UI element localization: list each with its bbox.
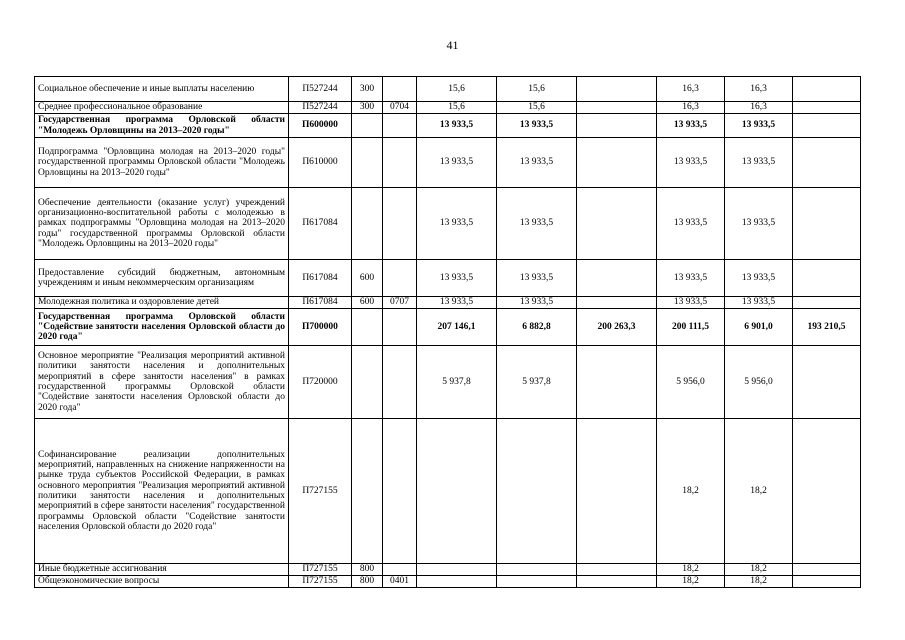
row-name-cell: Обеспечение деятельности (оказание услуг) учреждений организационно-воспитательной работы с молодежью в рамках подпрограммы "Орловщина молодая на 2013–2020 годы" государственной программы Орловской области "Молодежь Орловщины на 2013–2020 годы" [35, 188, 289, 260]
value-cell: 13 933,5 [657, 138, 725, 188]
value-cell [577, 102, 657, 114]
value-cell [577, 138, 657, 188]
value-cell: 16,3 [725, 102, 793, 114]
table-row [35, 138, 861, 188]
value-cell: 13 933,5 [725, 260, 793, 297]
value-cell: 5 956,0 [725, 346, 793, 419]
value-cell: 16,3 [657, 77, 725, 102]
value-cell [793, 188, 861, 260]
row-name-cell: Подпрограмма "Орловщина молодая на 2013–2020 годы" государственной программы Орловской области "Молодежь Орловщины на 2013–2020 годы" [35, 138, 289, 188]
section-cell [383, 138, 417, 188]
value-cell [793, 297, 861, 309]
section-cell [383, 309, 417, 346]
value-cell: 5 937,8 [417, 346, 497, 419]
value-cell [497, 419, 577, 564]
value-cell: 16,3 [725, 77, 793, 102]
row-name-cell: Государственная программа Орловской области "Молодежь Орловщины на 2013–2020 годы" [35, 114, 289, 138]
table-row [35, 102, 861, 114]
value-cell: 13 933,5 [725, 138, 793, 188]
page-number: 41 [446, 38, 459, 52]
target-code-cell: П727155 [289, 419, 352, 564]
value-cell: 13 933,5 [497, 188, 577, 260]
row-name-cell: Предоставление субсидий бюджетным, автономным учреждениям и иным некоммерческим организациям [35, 260, 289, 297]
value-cell [793, 138, 861, 188]
value-cell [793, 419, 861, 564]
target-code-cell: П727155 [289, 576, 352, 588]
section-cell: 0704 [383, 102, 417, 114]
value-cell [793, 346, 861, 419]
value-cell: 13 933,5 [657, 297, 725, 309]
expense-type-cell: 800 [352, 576, 383, 588]
row-name-cell: Социальное обеспечение и иные выплаты населению [35, 77, 289, 102]
section-cell [383, 188, 417, 260]
row-name-cell: Общеэкономические вопросы [35, 576, 289, 588]
table-row [35, 77, 861, 102]
value-cell [577, 576, 657, 588]
target-code-cell: П600000 [289, 114, 352, 138]
value-cell: 15,6 [497, 102, 577, 114]
value-cell: 13 933,5 [725, 188, 793, 260]
value-cell [793, 102, 861, 114]
target-code-cell: П700000 [289, 309, 352, 346]
value-cell: 193 210,5 [793, 309, 861, 346]
value-cell [577, 346, 657, 419]
value-cell: 15,6 [417, 77, 497, 102]
value-cell: 6 901,0 [725, 309, 793, 346]
value-cell [793, 77, 861, 102]
value-cell: 13 933,5 [417, 188, 497, 260]
value-cell: 18,2 [657, 576, 725, 588]
expense-type-cell [352, 346, 383, 419]
value-cell: 18,2 [725, 576, 793, 588]
value-cell: 13 933,5 [417, 260, 497, 297]
expense-type-cell [352, 114, 383, 138]
value-cell: 18,2 [657, 564, 725, 576]
target-code-cell: П727155 [289, 564, 352, 576]
expense-type-cell: 600 [352, 260, 383, 297]
value-cell: 18,2 [725, 564, 793, 576]
section-cell [383, 77, 417, 102]
section-cell: 0401 [383, 576, 417, 588]
value-cell [417, 564, 497, 576]
expense-type-cell [352, 138, 383, 188]
table-row [35, 114, 861, 138]
value-cell: 200 111,5 [657, 309, 725, 346]
target-code-cell: П617084 [289, 297, 352, 309]
value-cell [793, 564, 861, 576]
value-cell: 13 933,5 [657, 188, 725, 260]
target-code-cell: П610000 [289, 138, 352, 188]
expense-type-cell: 300 [352, 77, 383, 102]
value-cell: 13 933,5 [497, 297, 577, 309]
section-cell [383, 114, 417, 138]
value-cell [417, 576, 497, 588]
target-code-cell: П720000 [289, 346, 352, 419]
target-code-cell: П527244 [289, 77, 352, 102]
expense-type-cell [352, 419, 383, 564]
value-cell: 15,6 [497, 77, 577, 102]
table-row [35, 564, 861, 576]
value-cell: 5 956,0 [657, 346, 725, 419]
value-cell [793, 114, 861, 138]
value-cell [577, 297, 657, 309]
section-cell [383, 346, 417, 419]
value-cell: 200 263,3 [577, 309, 657, 346]
row-name-cell: Иные бюджетные ассигнования [35, 564, 289, 576]
row-name-cell: Софинансирование реализации дополнительных мероприятий, направленных на снижение напряженности на рынке труда субъектов Российской Федерации, в рамках основного мероприятия "Реализация мероприятий активной политики занятости населения и дополнительных мероприятий в сфере занятости населения" государственной программы Орловской области "Содействие занятости населения Орловской области до 2020 года" [35, 419, 289, 564]
table-row [35, 309, 861, 346]
section-cell [383, 419, 417, 564]
value-cell: 18,2 [657, 419, 725, 564]
expense-type-cell [352, 188, 383, 260]
value-cell: 13 933,5 [417, 114, 497, 138]
value-cell: 16,3 [657, 102, 725, 114]
value-cell [577, 564, 657, 576]
table-body [35, 77, 861, 588]
value-cell [497, 564, 577, 576]
value-cell [577, 260, 657, 297]
value-cell [417, 419, 497, 564]
value-cell: 13 933,5 [497, 260, 577, 297]
target-code-cell: П617084 [289, 260, 352, 297]
value-cell [577, 114, 657, 138]
table-row [35, 419, 861, 564]
expense-type-cell: 300 [352, 102, 383, 114]
value-cell: 13 933,5 [725, 114, 793, 138]
table-row [35, 260, 861, 297]
value-cell: 207 146,1 [417, 309, 497, 346]
section-cell [383, 260, 417, 297]
value-cell: 13 933,5 [725, 297, 793, 309]
table-row [35, 346, 861, 419]
value-cell [577, 419, 657, 564]
value-cell: 13 933,5 [417, 138, 497, 188]
value-cell [497, 576, 577, 588]
value-cell [793, 576, 861, 588]
value-cell [793, 260, 861, 297]
row-name-cell: Государственная программа Орловской области "Содействие занятости населения Орловской области до 2020 года" [35, 309, 289, 346]
target-code-cell: П527244 [289, 102, 352, 114]
expense-type-cell: 800 [352, 564, 383, 576]
value-cell: 13 933,5 [497, 138, 577, 188]
row-name-cell: Основное мероприятие "Реализация мероприятий активной политики занятости населения и дополнительных мероприятий в сфере занятости населения" в рамках государственной программы Орловской области "Содействие занятости населения Орловской области до 2020 года" [35, 346, 289, 419]
value-cell [577, 77, 657, 102]
value-cell: 15,6 [417, 102, 497, 114]
table-row [35, 297, 861, 309]
section-cell: 0707 [383, 297, 417, 309]
value-cell [577, 188, 657, 260]
budget-table [34, 76, 861, 588]
value-cell: 13 933,5 [417, 297, 497, 309]
value-cell: 13 933,5 [657, 114, 725, 138]
row-name-cell: Среднее профессиональное образование [35, 102, 289, 114]
value-cell: 13 933,5 [497, 114, 577, 138]
expense-type-cell: 600 [352, 297, 383, 309]
value-cell: 6 882,8 [497, 309, 577, 346]
value-cell: 13 933,5 [657, 260, 725, 297]
row-name-cell: Молодежная политика и оздоровление детей [35, 297, 289, 309]
section-cell [383, 564, 417, 576]
expense-type-cell [352, 309, 383, 346]
table-row [35, 188, 861, 260]
table-row [35, 576, 861, 588]
target-code-cell: П617084 [289, 188, 352, 260]
value-cell: 18,2 [725, 419, 793, 564]
value-cell: 5 937,8 [497, 346, 577, 419]
